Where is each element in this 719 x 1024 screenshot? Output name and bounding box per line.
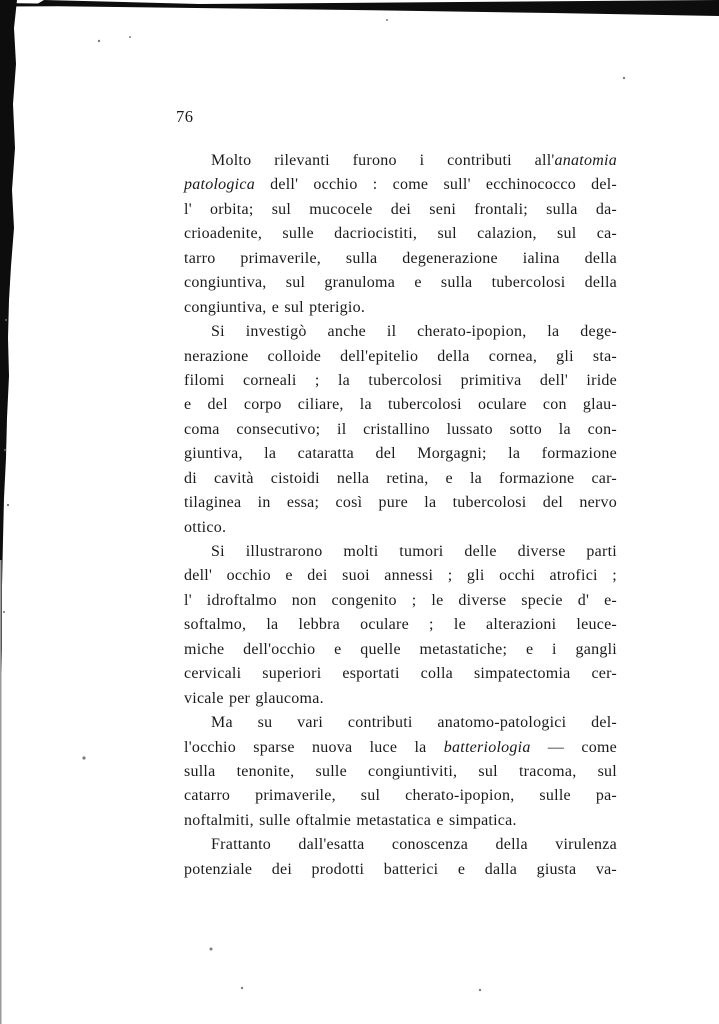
text-line	[184, 711, 617, 735]
paragraph	[184, 711, 617, 833]
text-line	[184, 149, 617, 173]
text-line	[184, 784, 617, 808]
text-segment: dell' occhio e dei suoi annessi ; gli occhi atrofici ;	[184, 567, 617, 585]
text-segment: Frattanto dall'esatta conoscenza della virulenza	[211, 836, 617, 854]
text-line	[184, 345, 617, 369]
text-segment: noftalmiti, sulle oftalmie metastatica e simpatica.	[184, 811, 517, 829]
text-line	[184, 393, 617, 417]
text-line	[184, 198, 617, 222]
text-segment: nerazione colloide dell'epitelio della cornea, gli sta-	[184, 347, 617, 365]
text-line	[184, 296, 617, 320]
text-segment: di cavità cistoidi nella retina, e la formazione car-	[184, 469, 617, 487]
text-line	[184, 418, 617, 442]
text-segment: crioadenite, sulle dacriocistiti, sul calazion, sul ca-	[184, 225, 617, 243]
text-line	[184, 613, 617, 637]
page-text	[184, 149, 617, 882]
text-segment: Molto rilevanti furono i contributi all'	[211, 152, 555, 169]
text-segment: potenziale dei prodotti batterici e dalla giusta va-	[184, 860, 617, 878]
text-segment: anatomia	[554, 152, 617, 169]
text-line	[184, 662, 617, 686]
binding-edge-line	[0, 560, 2, 1024]
text-segment: l' orbita; sul mucocele dei seni frontali; sulla da-	[184, 200, 617, 218]
text-segment: softalmo, la lebbra oculare ; le alterazioni leuce-	[184, 616, 617, 634]
text-line	[184, 589, 617, 613]
text-segment: miche dell'occhio e quelle metastatiche; e i gangli	[184, 640, 617, 658]
text-line	[184, 516, 617, 540]
text-segment: patologica	[184, 176, 255, 194]
top-edge-line	[0, 0, 719, 16]
text-segment: dell' occhio : come sull' ecchinococco del-	[254, 176, 617, 194]
text-line	[184, 442, 617, 466]
text-segment: vicale per glaucoma.	[184, 689, 324, 707]
text-segment: Si illustrarono molti tumori delle diverse parti	[211, 543, 617, 560]
binding-edge-band	[0, 0, 17, 700]
text-segment: ottico.	[184, 518, 227, 536]
text-line	[184, 687, 617, 711]
text-line	[184, 467, 617, 491]
text-segment: l' idroftalmo non congenito ; le diverse specie d' e-	[184, 591, 617, 609]
text-line	[184, 736, 617, 760]
text-line	[184, 833, 617, 857]
text-line	[184, 369, 617, 393]
text-segment: filomi corneali ; la tubercolosi primitiva dell' iride	[184, 371, 617, 389]
text-segment: e del corpo ciliare, la tubercolosi oculare con glau-	[184, 396, 617, 414]
text-line	[184, 760, 617, 784]
text-line	[184, 491, 617, 515]
text-segment: congiuntiva, sul granuloma e sulla tubercolosi della	[184, 274, 617, 292]
text-line	[184, 638, 617, 662]
text-segment: coma consecutivo; il cristallino lussato sotto la con-	[184, 420, 617, 438]
text-line	[184, 540, 617, 564]
text-line	[184, 222, 617, 246]
text-segment: l'occhio sparse nuova luce la	[184, 738, 444, 756]
text-segment: — come	[530, 738, 617, 756]
paragraph	[184, 540, 617, 711]
text-segment: tarro primaverile, sulla degenerazione ialina della	[184, 249, 617, 267]
text-line	[184, 858, 617, 882]
text-segment: Ma su vari contributi anatomo-patologici del-	[211, 714, 617, 732]
paragraph	[184, 320, 617, 540]
text-segment: catarro primaverile, sul cherato-ipopion, sulle pa-	[184, 787, 617, 805]
text-segment: tilaginea in essa; così pure la tubercolosi del nervo	[184, 494, 617, 512]
text-line	[184, 173, 617, 197]
text-line	[184, 247, 617, 271]
text-segment: batteriologia	[443, 738, 531, 756]
text-segment: congiuntiva, e sul pterigio.	[184, 298, 366, 316]
text-line	[184, 271, 617, 295]
text-line	[184, 320, 617, 344]
text-segment: Si investigò anche il cherato-ipopion, la dege-	[211, 323, 617, 341]
text-line	[184, 564, 617, 588]
text-line	[184, 809, 617, 833]
paragraph	[184, 149, 617, 320]
text-segment: sulla tenonite, sulle congiuntiviti, sul tracoma, sul	[184, 762, 617, 780]
page-number: 76	[176, 107, 194, 126]
text-segment: giuntiva, la cataratta del Morgagni; la formazione	[184, 445, 617, 463]
paragraph	[184, 833, 617, 882]
text-segment: cervicali superiori esportati colla simpatectomia cer-	[184, 665, 617, 683]
